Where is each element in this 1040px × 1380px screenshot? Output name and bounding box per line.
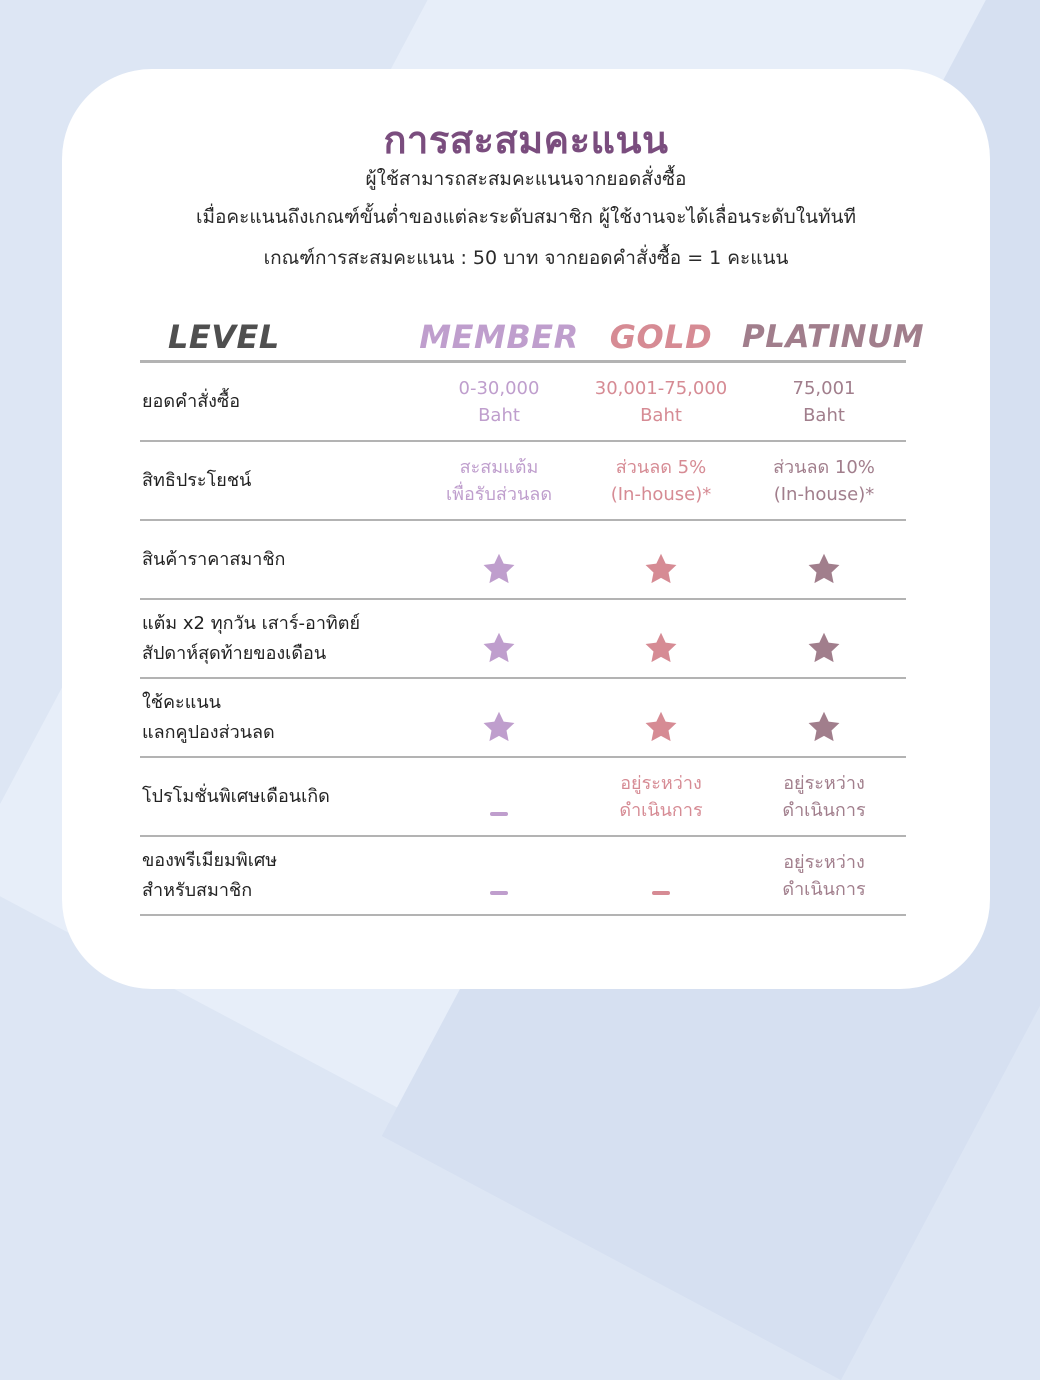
gold-cell: 30,001-75,000 Baht: [594, 377, 728, 426]
row-label: สินค้าราคาสมาชิก: [142, 548, 286, 570]
star-icon: [643, 630, 679, 666]
gold-cell: ส่วนลด 5% (In-house)*: [610, 456, 712, 505]
star-icon: [481, 551, 517, 587]
platinum-cell: [742, 682, 906, 753]
star-icon: [481, 709, 517, 745]
star-icon: [806, 630, 842, 666]
platinum-cell: [742, 524, 906, 595]
member-cell: [418, 603, 580, 674]
star-icon: [481, 630, 517, 666]
table-row: [140, 758, 906, 837]
row-label: สิทธิประโยชน์: [142, 469, 252, 491]
page-title: การสะสมคะแนน: [383, 118, 669, 162]
gold-cell: อยู่ระหว่าง ดำเนินการ: [619, 772, 703, 821]
member-cell: 0-30,000 Baht: [458, 377, 540, 426]
table-row: [140, 521, 906, 600]
row-label: ยอดคำสั่งซื้อ: [142, 390, 240, 412]
gold-cell: [580, 682, 742, 753]
intro-line: เมื่อคะแนนถึงเกณฑ์ขั้นต่ำของแต่ละระดับสมาชิก ผู้ใช้งานจะได้เลื่อนระดับในทันที: [196, 206, 856, 228]
table-header-row: [140, 309, 925, 363]
row-label: โปรโมชั่นพิเศษเดือนเกิด: [142, 785, 330, 807]
star-icon: [806, 551, 842, 587]
table-row: [140, 363, 906, 442]
header-platinum: PLATINUM: [742, 318, 925, 355]
member-cell: สะสมแต้ม เพื่อรับส่วนลด: [445, 456, 553, 505]
row-label: ใช้คะแนน แลกคูปองส่วนลด: [142, 691, 275, 743]
platinum-cell: ส่วนลด 10% (In-house)*: [773, 456, 875, 505]
member-cell: [418, 770, 580, 824]
header-member: MEMBER: [419, 317, 579, 356]
gold-cell: [580, 849, 742, 903]
header-level: LEVEL: [168, 317, 280, 356]
row-label: ของพรีเมียมพิเศษ สำหรับสมาชิก: [142, 849, 278, 901]
row-label: แต้ม x2 ทุกวัน เสาร์-อาทิตย์ สัปดาห์สุดท้ายของเดือน: [142, 612, 361, 664]
membership-table: [140, 309, 925, 916]
member-cell: [418, 524, 580, 595]
table-row: [140, 442, 906, 521]
table-row: [140, 600, 906, 679]
dash-icon: [490, 891, 508, 895]
star-icon: [643, 709, 679, 745]
table-row: [140, 837, 906, 916]
dash-icon: [490, 812, 508, 816]
platinum-cell: อยู่ระหว่าง ดำเนินการ: [782, 772, 866, 821]
star-icon: [806, 709, 842, 745]
table-row: [140, 679, 906, 758]
intro-line: เกณฑ์การสะสมคะแนน : 50 บาท จากยอดคำสั่งซื้อ = 1 คะแนน: [263, 247, 789, 269]
gold-cell: [580, 524, 742, 595]
membership-card: [62, 69, 990, 989]
platinum-cell: 75,001 Baht: [792, 377, 856, 426]
star-icon: [643, 551, 679, 587]
member-cell: [418, 849, 580, 903]
platinum-cell: [742, 603, 906, 674]
platinum-cell: อยู่ระหว่าง ดำเนินการ: [782, 851, 866, 900]
header-gold: GOLD: [609, 317, 713, 356]
dash-icon: [652, 891, 670, 895]
gold-cell: [580, 603, 742, 674]
intro-line: ผู้ใช้สามารถสะสมคะแนนจากยอดสั่งซื้อ: [365, 168, 687, 190]
member-cell: [418, 682, 580, 753]
